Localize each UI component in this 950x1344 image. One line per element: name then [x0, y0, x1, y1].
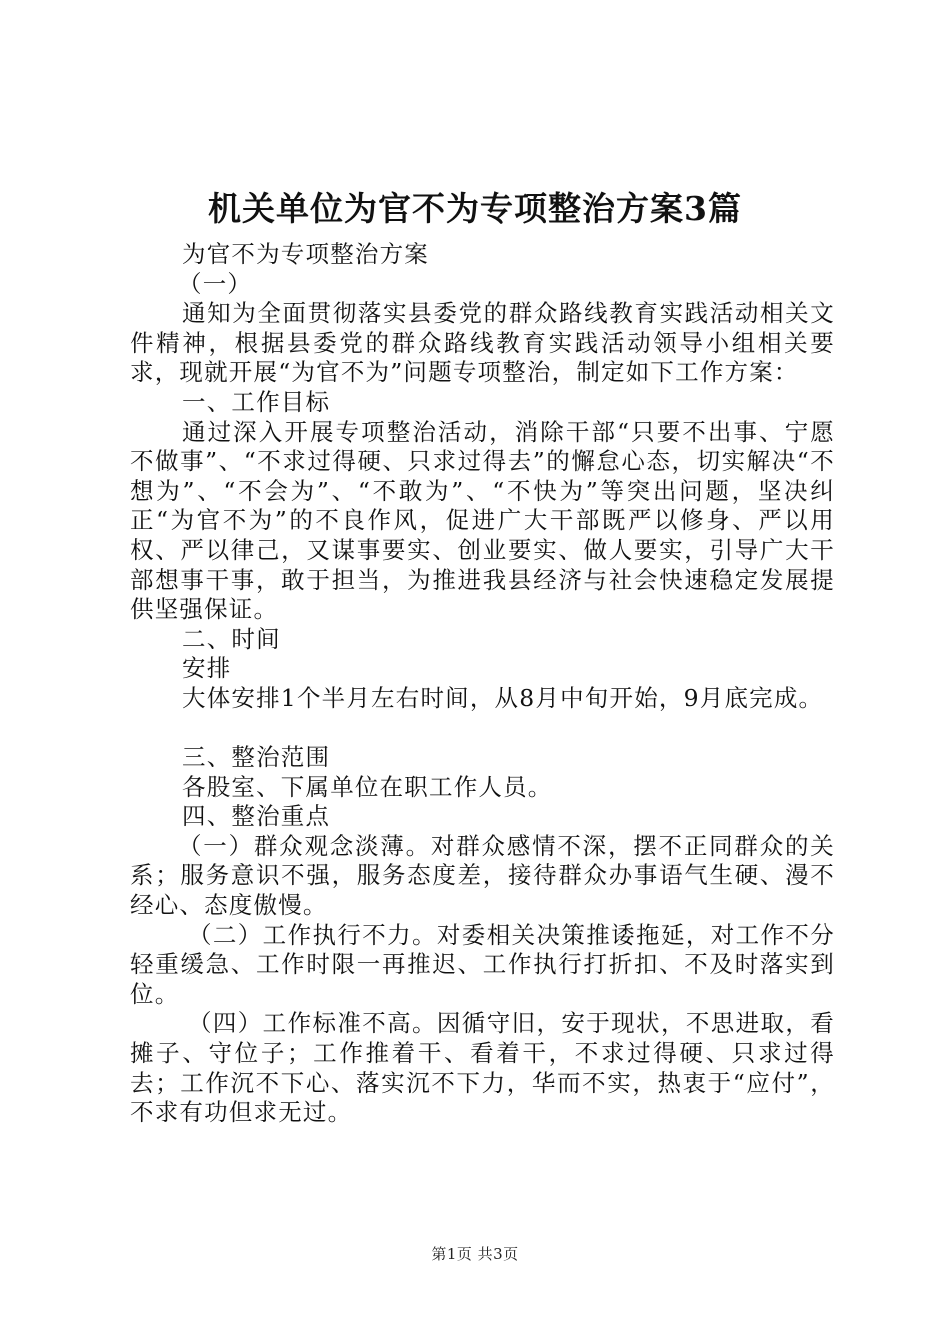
blank-line	[130, 714, 835, 744]
section-heading: 三、整治范围	[182, 743, 331, 772]
paragraph: 安排	[182, 654, 232, 683]
section-heading: 二、时间	[182, 624, 281, 653]
paragraph: 大体安排1个半月左右时间，从8月中旬开始，9月底完成。	[182, 683, 824, 712]
document-body	[130, 240, 835, 1128]
section-number: （一）	[178, 269, 253, 298]
paragraph: 通知为全面贯彻落实县委党的群众路线教育实践活动相关文件精神，根据县委党的群众路线教育实践活动领导小组相关要求，现就开展“为官不为”问题专项整治，制定如下工作方案：	[130, 299, 835, 387]
paragraph: （四）工作标准不高。因循守旧，安于现状，不思进取，看摊子、守位子；工作推着干、看着干，不求过得硬、只求过得去；工作沉不下心、落实沉不下力，华而不实，热衷于“应付”，不求有功但求无过。	[130, 1009, 835, 1127]
section-heading: 一、工作目标	[182, 387, 331, 416]
page-footer: 第1页 共3页	[431, 1245, 519, 1263]
paragraph: 通过深入开展专项整治活动，消除干部“只要不出事、宁愿不做事”、“不求过得硬、只求过得去”的懈怠心态，切实解决“不想为”、“不会为”、“不敢为”、“不快为”等突出问题，坚决纠正“为官不为”的不良作风，促进广大干部既严以修身、严以用权、严以律己，又谋事要实、创业要实、做人要实，引导广大干部想事干事，敢于担当，为推进我县经济与社会快速稳定发展提供坚强保证。	[130, 417, 835, 624]
section-heading: 为官不为专项整治方案	[182, 240, 429, 268]
paragraph: （一）群众观念淡薄。对群众感情不深，摆不正同群众的关系；服务意识不强，服务态度差，接待群众办事语气生硬、漫不经心、态度傲慢。	[130, 831, 835, 920]
paragraph: （二）工作执行不力。对委相关决策推诿拖延，对工作不分轻重缓急、工作时限一再推迟、工作执行打折扣、不及时落实到位。	[130, 920, 835, 1008]
section-heading: 四、整治重点	[182, 802, 331, 831]
paragraph: 各股室、下属单位在职工作人员。	[182, 772, 553, 801]
document-title: 机关单位为官不为专项整治方案3篇	[208, 189, 742, 228]
